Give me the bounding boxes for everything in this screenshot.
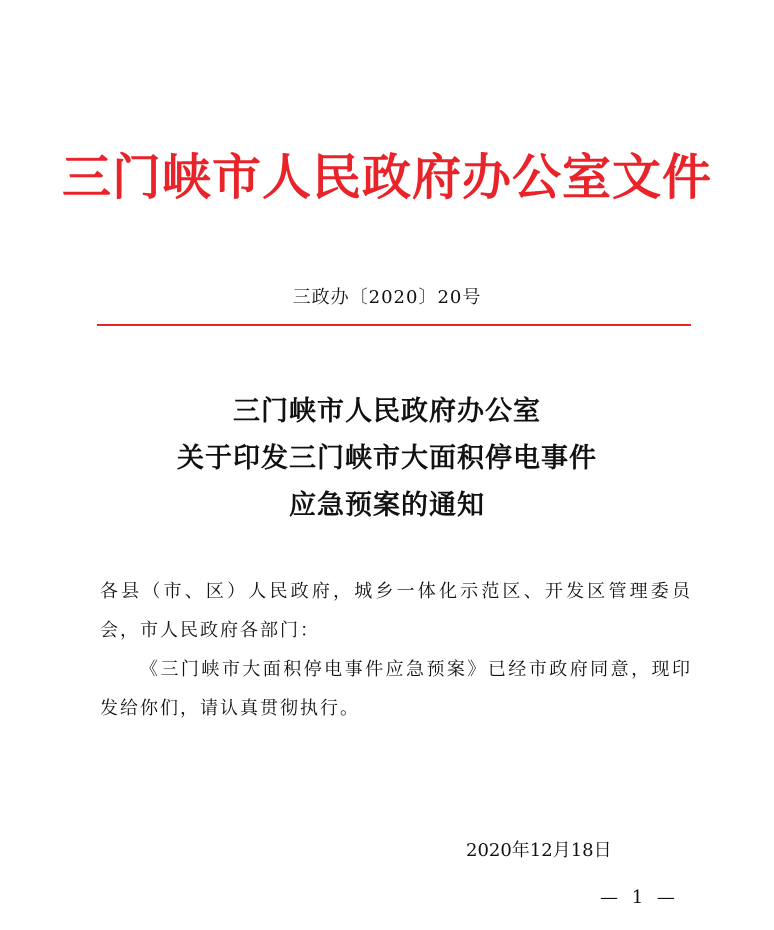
recipients: 各县（市、区）人民政府，城乡一体化示范区、开发区管理委员会，市人民政府各部门： <box>100 581 692 641</box>
issue-date: 2020年12月18日 <box>466 840 612 861</box>
notice-title <box>0 388 774 529</box>
title-line-1: 三门峡市人民政府办公室 <box>233 396 541 427</box>
red-divider-line <box>97 324 691 326</box>
document-number: 三政办〔2020〕20号 <box>292 287 482 308</box>
body-text <box>100 572 692 728</box>
page-number: — 1 — <box>600 887 679 908</box>
body-paragraph: 《三门峡市大面积停电事件应急预案》已经市政府同意，现印发给你们，请认真贯彻执行。 <box>100 659 692 719</box>
masthead-title: 三门峡市人民政府办公室文件 <box>61 148 712 206</box>
title-line-2: 关于印发三门峡市大面积停电事件 <box>177 443 597 474</box>
title-line-3: 应急预案的通知 <box>289 490 485 521</box>
